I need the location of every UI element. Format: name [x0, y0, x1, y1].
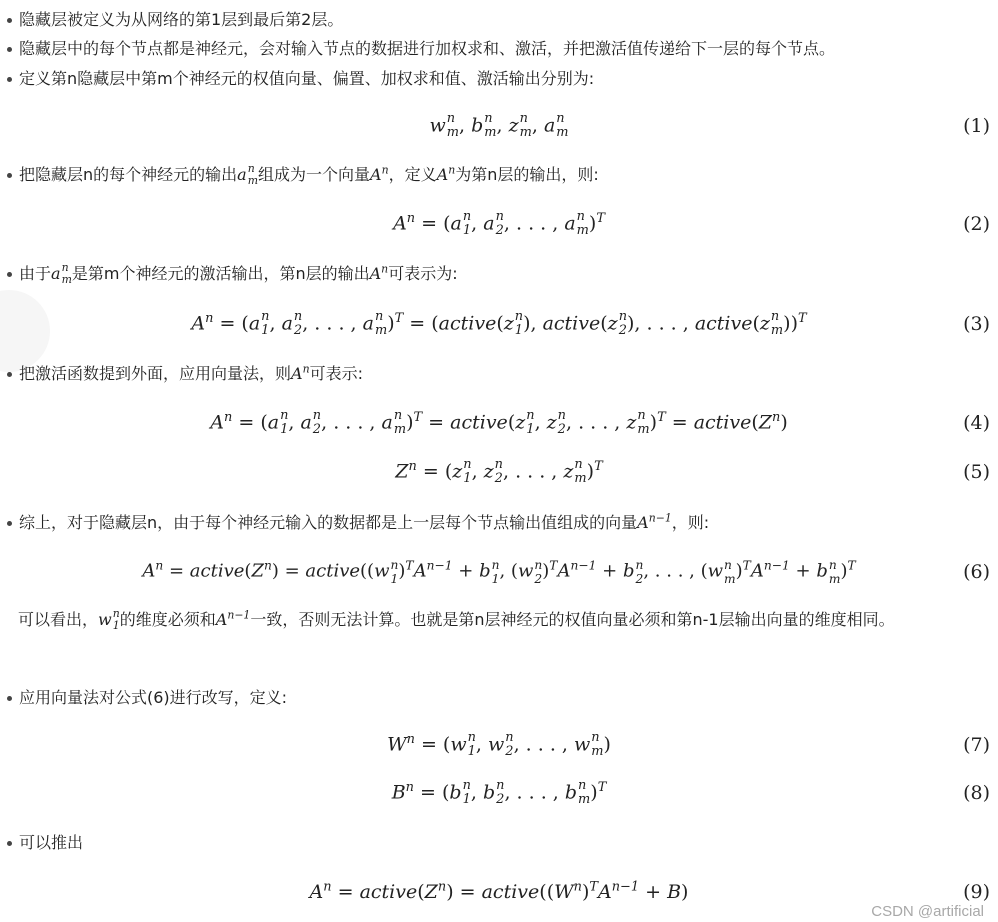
equation-number: (9) [963, 881, 990, 903]
bullet-item-5 [6, 262, 458, 286]
bullet-text: ，定义 [388, 165, 437, 184]
equation-number: (4) [963, 412, 990, 434]
bullet-dot [7, 173, 12, 178]
inline-math: $A^{n-1}$ [637, 511, 672, 532]
equation-number: (3) [963, 313, 990, 335]
explanation-paragraph [18, 605, 993, 634]
bullet-text: 隐藏层被定义为从网络的第1层到最后第2层。 [19, 10, 344, 29]
inline-math: $A^n$ [291, 362, 310, 383]
equation-number: (5) [963, 461, 990, 483]
bullet-text: 是第m个神经元的激活输出，第n层的输出 [71, 264, 370, 283]
bullet-text: 可以推出 [19, 833, 84, 852]
inline-math: a n m [237, 162, 259, 187]
equation-number: (7) [963, 734, 990, 756]
equation-body: w n m , b n m , z n m , a n m [429, 110, 569, 140]
equation-body: $A^n = (a$ n 1 , a n 2 , . . . , a n m )$^T$ = (active(z n 1 ), active(z n 2 ), . . . , active(z n m ))$^T$ [191, 308, 807, 338]
paragraph-text: 一致，否则无法计算。也就是第n层神经元的权值向量必须和第n-1层输出向量的维度相同。 [250, 610, 895, 629]
bullet-text: 可表示为: [388, 264, 458, 283]
equation-7 [0, 725, 998, 765]
inline-math: w n 1 [98, 607, 120, 632]
bullet-text: 组成为一个向量 [258, 165, 371, 184]
bullet-text: ，则: [671, 513, 710, 532]
equation-body: $Z^n = (z$ n 1 , z n 2 , . . . , z n m )$^T$ [395, 456, 603, 486]
equation-5 [0, 452, 998, 492]
bullet-item-3 [6, 67, 594, 91]
inline-math: $A^{n-1}$ [215, 608, 251, 629]
equation-4 [0, 403, 998, 443]
equation-8 [0, 773, 998, 813]
equation-number: (1) [963, 115, 990, 137]
bullet-text: 可表示: [309, 364, 363, 383]
bullet-item-1 [6, 8, 343, 32]
bullet-item-7 [6, 511, 709, 535]
bullet-text: 定义第n隐藏层中第m个神经元的权值向量、偏置、加权求和值、激活输出分别为: [19, 69, 595, 88]
equation-body: $A^n$ = $active(Z^n)$ = active((w n 1 )$^TA^{n-1} + b$ n 1 , (w n 2 )$^TA^{n-1} + b$ n 2 , . . . , (w n m )$^TA^{n-1} + b$ n m )$^T$ [142, 558, 856, 586]
equation-1 [0, 106, 998, 146]
paragraph-text: 可以看出， [18, 610, 99, 629]
bullet-text: 把激活函数提到外面，应用向量法，则 [19, 364, 292, 383]
inline-math: a n m [51, 261, 72, 286]
bullet-dot [7, 272, 12, 277]
bullet-text: 由于 [19, 264, 52, 283]
equation-body: $A^n = (a$ n 1 , a n 2 , . . . , a n m )$^T$ [393, 208, 605, 238]
bullet-item-6 [6, 362, 363, 386]
bullet-dot [7, 47, 12, 52]
equation-body: $W^n = (w$ n 1 , w n 2 , . . . , w n m ) [387, 729, 611, 759]
equation-number: (8) [963, 782, 990, 804]
bullet-text: 综上，对于隐藏层n，由于每个神经元输入的数据都是上一层每个节点输出值组成的向量 [19, 513, 638, 532]
bullet-dot [7, 77, 12, 82]
equation-number: (6) [963, 561, 990, 583]
equation-number: (2) [963, 213, 990, 235]
csdn-watermark: CSDN @artificial [871, 903, 984, 920]
bullet-text: 为第n层的输出，则: [455, 165, 599, 184]
equation-2 [0, 204, 998, 244]
bullet-dot [7, 841, 12, 846]
equation-body: $B^n = (b$ n 1 , b n 2 , . . . , b n m )$^T$ [391, 777, 607, 807]
equation-3 [0, 304, 998, 344]
equation-9 [0, 872, 998, 912]
inline-math: $A^n$ [436, 163, 456, 184]
inline-math: $A^n$ [370, 163, 389, 184]
bullet-dot [7, 696, 12, 701]
inline-math: $A^n$ [369, 262, 389, 283]
bullet-text: 把隐藏层n的每个神经元的输出 [19, 165, 238, 184]
equation-6 [0, 552, 998, 592]
bullet-item-8 [6, 686, 287, 710]
bullet-text: 隐藏层中的每个节点都是神经元，会对输入节点的数据进行加权求和、激活，并把激活值传递给下一层的每个节点。 [19, 39, 836, 58]
bullet-dot [7, 372, 12, 377]
bullet-item-4 [6, 163, 599, 187]
bullet-item-9 [6, 831, 83, 855]
equation-body: $A^n = (a$ n 1 , a n 2 , . . . , a n m )$^T$ = active(z n 1 , z n 2 , . . . , z n m )$^T = active(Z^n)$ [210, 407, 788, 437]
paragraph-text: 的维度必须和 [119, 610, 216, 629]
bullet-dot [7, 521, 12, 526]
equation-body: $A^n$ = $active(Z^n)$ = $active((W^n)^TA^{n-1} + B)$ [309, 879, 689, 903]
bullet-dot [7, 18, 12, 23]
bullet-text: 应用向量法对公式(6)进行改写，定义: [19, 688, 288, 707]
bullet-item-2 [6, 37, 835, 61]
